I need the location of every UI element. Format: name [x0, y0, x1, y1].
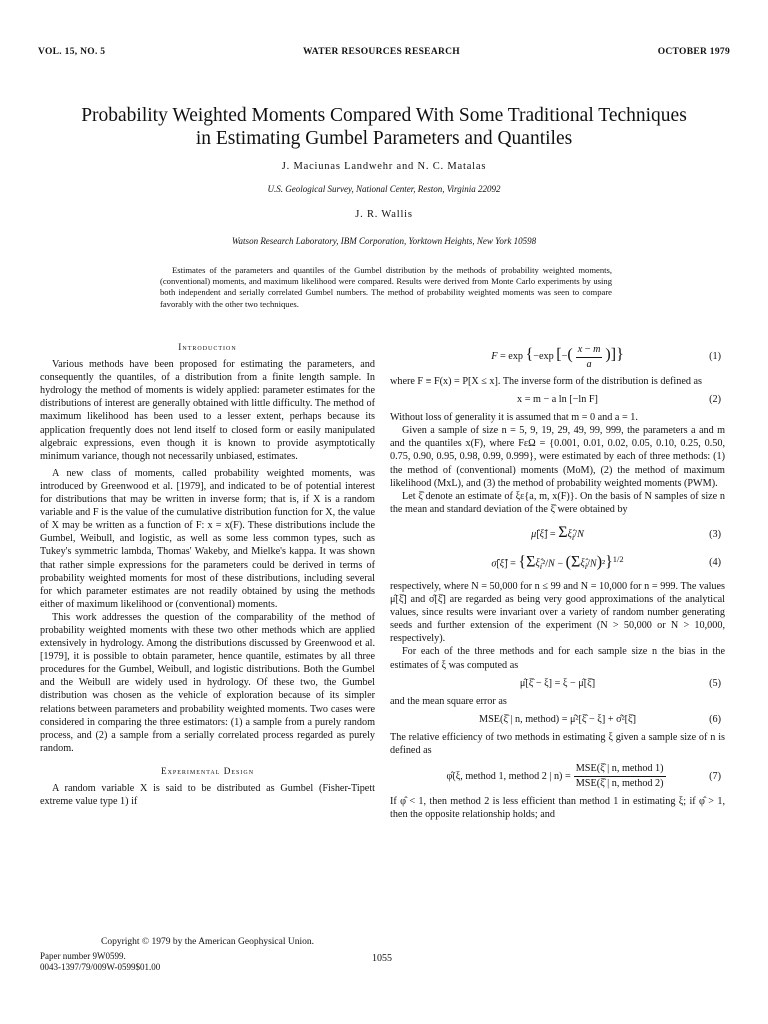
section-heading-introduction: Introduction — [178, 342, 237, 352]
right-column — [390, 340, 725, 821]
equation-5-number: (5) — [709, 677, 721, 689]
paper-code: 0043-1397/79/009W-0599$01.00 — [40, 962, 161, 972]
title-line-1: Probability Weighted Moments Compared With Some Traditional Techniques — [81, 105, 687, 126]
affiliation-secondary: Watson Research Laboratory, IBM Corporation, Yorktown Heights, New York 10598 — [231, 236, 537, 246]
eq1-followup-text: where F ≡ F(x) = P[X ≤ x]. The inverse form of the distribution is defined as — [390, 376, 702, 387]
journal-name: WATER RESOURCES RESEARCH — [303, 47, 460, 57]
issue-date: OCTOBER 1979 — [657, 47, 730, 57]
equation-2-number: (2) — [709, 394, 721, 406]
intro-paragraph-3: This work addresses the question of the comparability of the method of probability weighted moments with these two other methods which are applied extensively in hydrology. Among the distributions discussed by Greenwood et al. [1979], it is possible to obtain parameter, hence quantile, estimates by all three procedures for the Gumbel, Weibull, and logistic distributions. Both the Gumbel and the Weibull are widely used in hydrology. Of these two, the Gumbel distribution was chosen as the vehicle of exploration because of its simpler relations between parameters and probability weighted moments. Two cases were considered in comparing the three estimators: (1) a sample from a purely random process, and (2) a sample from a serially correlated process regarded as purely random. — [40, 611, 375, 754]
equation-7-lhs: φ̂(ξ, method 1, method 2 | n) = — [446, 770, 571, 782]
volume-label: VOL. 15, NO. 5 — [38, 47, 106, 57]
paper-info — [40, 951, 160, 973]
paper-title — [40, 104, 728, 150]
results-paragraph: respectively, where N = 50,000 for n ≤ 99 and N = 10,000 for n = 999. The values μ̂[ξ̂] and σ̂[ξ̂] are regarded as being very good approximations of the analytical values, since results were invariant over a variety of random number generating seeds and further extension of the experiment (N > 50,000 or N > 10,000, respectively). — [390, 580, 725, 645]
mse-intro-text: and the mean square error as — [390, 695, 507, 707]
design-paragraph-1: A random variable X is said to be distributed as Gumbel (Fisher-Tipett extreme value type 1) if — [40, 783, 375, 808]
efficiency-intro-text: The relative efficiency of two methods in estimating ξ given a sample size of n is defined as — [390, 731, 725, 756]
equation-7 — [390, 762, 725, 790]
sample-size-paragraph: Given a sample of size n = 5, 9, 19, 29, 49, 99, 999, the parameters a and m and the quantiles x(F), where FεΩ = {0.001, 0.01, 0.02, 0.05, 0.10, 0.25, 0.50, 0.75, 0.90, 0.95, 0.98, 0.99, 0.999}, were estimated by each of three methods: (1) the method of (conventional) moments (MoM), (2) the method of maximum likelihood (MxL), and (3) the method of probability weighted moments (PWM). — [390, 425, 725, 489]
section-heading-experimental-design: Experimental Design — [160, 765, 255, 776]
estimate-paragraph: Let ξ̂ denote an estimate of ξε{a, m, x(F)}. On the basis of N samples of size n the mean and standard deviation of the ξ̂ were obtained by — [390, 490, 725, 515]
authors-secondary: J. R. Wallis — [355, 209, 413, 220]
equation-5 — [390, 677, 725, 690]
equation-3: μ̂[ξ̂] = $\Sigma\xî_i/N$ (3) — [531, 523, 721, 542]
authors-primary: J. Maciunas Landwehr and N. C. Matalas — [281, 161, 487, 172]
intro-paragraph-1: Various methods have been proposed for estimating the parameters, and consequently the quantiles, of a distribution from a finite length sample. In hydrology the method of moments is widely applied: parameter estimates for the distributions of interest are generally obtained with little difficulty. The method of maximum likelihood has been used to a lesser extent, perhaps because its application frequently does not lend itself to closed form or easily manipulated algebraic expressions, even though it is known to provide asymptotically minimum variance, though not necessarily unbiased, estimates. — [40, 359, 375, 462]
paper-number: Paper number 9W0599. — [40, 951, 126, 961]
equation-6-body: MSE(ξ̂ | n, method) = μ̂²[ξ̂ − ξ] + σ̂²[ξ̂] — [479, 713, 636, 725]
equation-4-number: (4) — [709, 557, 721, 569]
equation-6 — [390, 713, 725, 726]
equation-6-number: (6) — [709, 713, 721, 725]
bias-paragraph: For each of the three methods and for each sample size n the bias in the estimates of ξ was computed as — [390, 646, 725, 671]
intro-paragraph-2: A new class of moments, called probability weighted moments, was introduced by Greenwood et al. [1979], and indicated to be of potential interest for distributions that may be written in inverse form; that is, if X is a random variable and F is the value of the cumulative distribution function for X, the value of X may be written as a function of F: x = x(F). These distributions include the Gumbel, Weibull, and logistic, as well as some less common types, such as Tukey's symmetric lambda, Thomas' Wakeby, and Mielke's kappa. It was shown that rather simple expressions for the parameters could be derived in terms of probability weighted moments for most of these distributions, including several for which parameter estimates are not readily obtained by using the methods either of maximum likelihood or (conventional) moments. — [40, 467, 375, 610]
title-line-2: in Estimating Gumbel Parameters and Quantiles — [195, 128, 573, 149]
equation-2 — [390, 393, 725, 406]
copyright-notice: Copyright © 1979 by the American Geophysical Union. — [100, 937, 315, 947]
equation-7-fraction — [574, 762, 666, 789]
equation-1-number: (1) — [709, 351, 721, 363]
assumption-text: Without loss of generality it is assumed that m = 0 and a = 1. — [390, 412, 638, 424]
equation-4: σ̂[ξ̂] = {$\Sigma\xî_i^2/N$ − $(\Sigma\xî_i/N)^2\}^{1/2}$ (4) — [491, 553, 721, 572]
efficiency-interpretation: If φ̂ < 1, then method 2 is less efficient than method 1 in estimating ξ; if φ̂ > 1, then the opposite relationship holds; and — [390, 796, 725, 821]
running-header — [38, 47, 730, 57]
equation-7-numerator: MSE(ξ̂ | n, method 1) — [574, 762, 666, 776]
affiliation-primary: U.S. Geological Survey, National Center, Reston, Virginia 22092 — [267, 184, 501, 194]
equation-3-number: (3) — [709, 529, 721, 541]
left-column — [40, 340, 375, 808]
equation-1: F = exp {−exp [−( $\frac{x - m}{a}$ )]} (1) — [491, 344, 721, 370]
abstract: Estimates of the parameters and quantiles of the Gumbel distribution by the methods of probability weighted moments, (conventional) moments, and maximum likelihood were compared. Results were derived from Monte Carlo experiments by using both independent and serially correlated Gumbel numbers. The method of probability weighted moments was seen to compare favorably with the other two techniques. — [160, 265, 612, 309]
equation-2-body: x = m − a ln [−ln F] — [517, 394, 598, 406]
equation-7-number: (7) — [709, 770, 721, 782]
page-number: 1055 — [372, 953, 392, 964]
equation-5-body: μ̂[ξ̂ − ξ] = ξ − μ̂[ξ̂] — [519, 677, 596, 689]
equation-7-denominator: MSE(ξ̂ | n, method 2) — [575, 777, 664, 789]
